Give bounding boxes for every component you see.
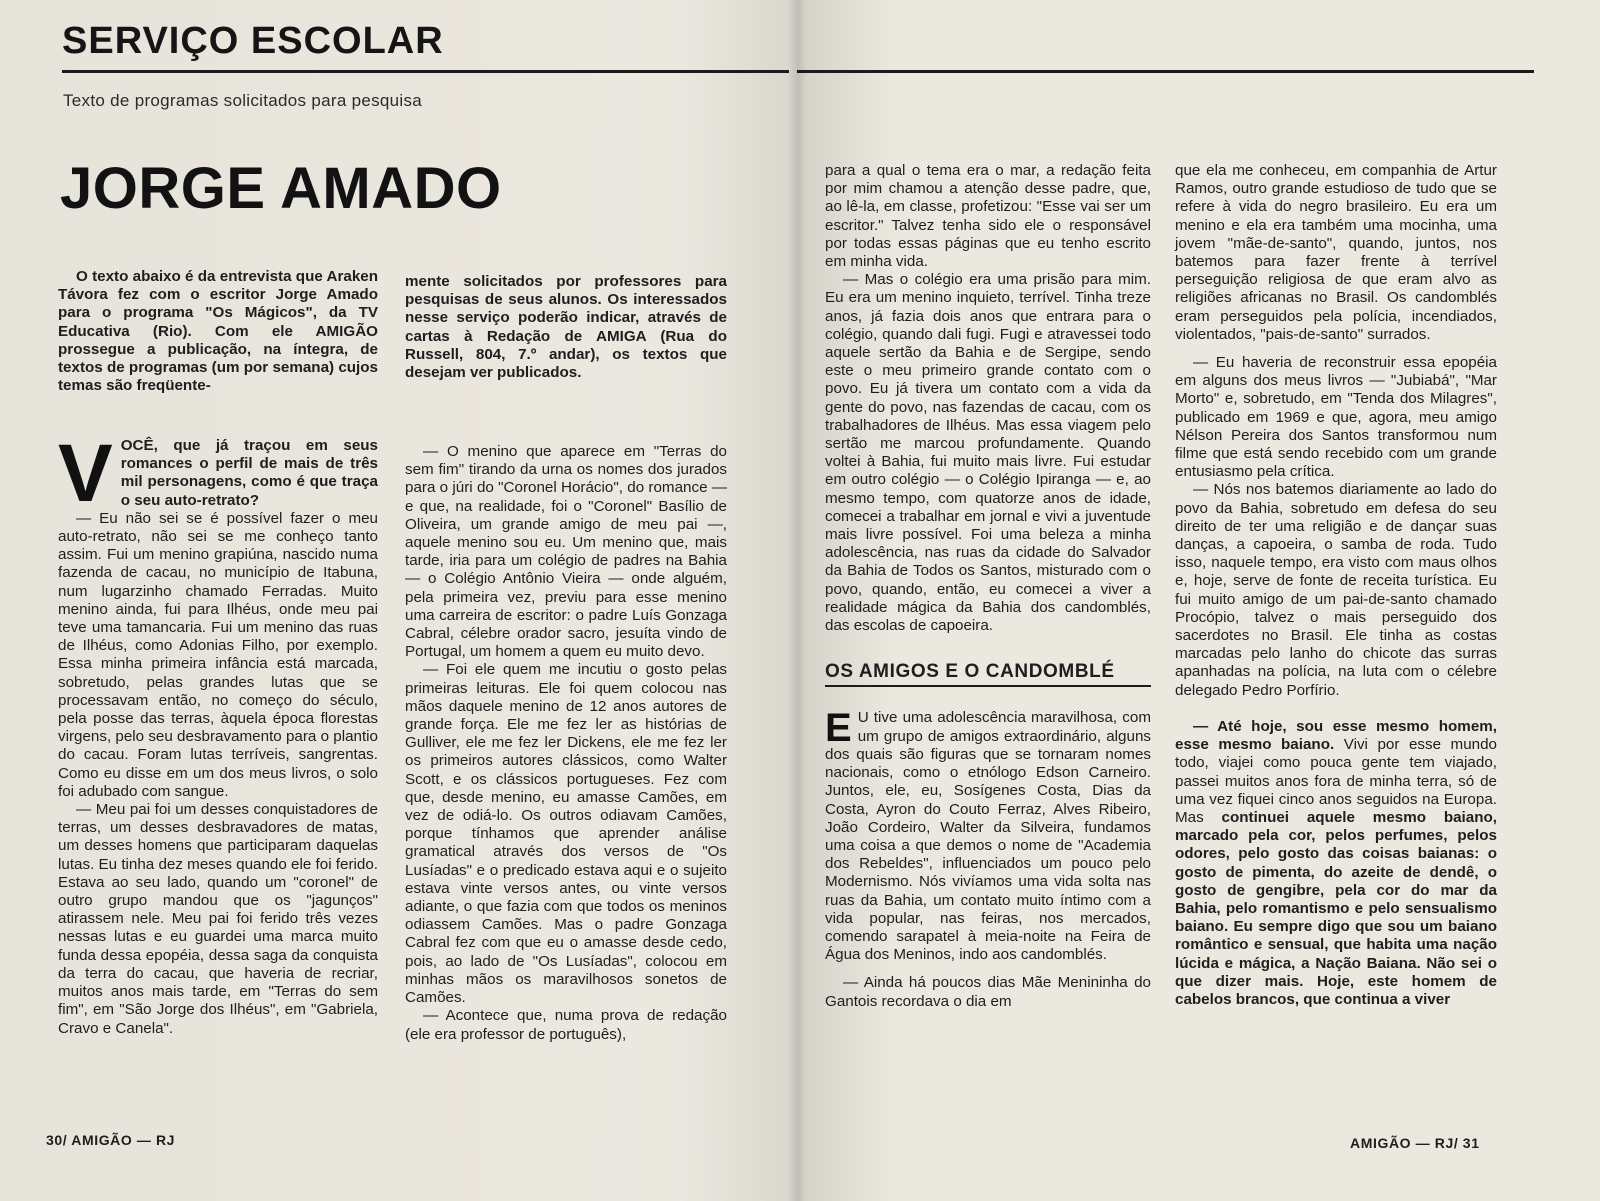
page-gutter	[788, 0, 806, 1201]
col2-paragraph-1: — O menino que aparece em "Terras do sem fim" tirando da urna os nomes dos jurados para o júri do "Coronel Horácio", do romance — e que, na realidade, foi o "Coronel" Basílio de Oliveira, um grande amigo de meu pai —, aquele menino sou eu. Um menino que, mais tarde, iria para um colégio de padres na Bahia — o Colégio Antônio Vieira — onde alguém, pela primeira vez, previu para esse menino uma carreira de escritor: o padre Luís Gonzaga Cabral, célebre orador sacro, jesuíta vindo de Portugal, um homem a quem eu muito devo.	[405, 443, 727, 661]
candomble-section	[825, 706, 1151, 1010]
drop-cap-e: E	[825, 706, 852, 751]
col4-paragraph-3: — Nós nos batemos diariamente ao lado do povo da Bahia, sobretudo em defesa do seu direito de ter uma religião e de dançar suas danças, a capoeira, o samba de roda. Tudo isso, naquele tempo, era visto com maus olhos e, hoje, serve de fonte de receita turística. Eu fui muito amigo de um pai-de-santo chamado Procópio, talvez o mais perseguido dos sacerdotes no Brasil. Ele tinha as costas marcadas pelo lanho do chicote das surras apanhadas na polícia, na luta com o célebre delegado Pedro Porfírio.	[1175, 481, 1497, 699]
intro-text-part1: O texto abaixo é da entrevista que Araken Távora fez com o escritor Jorge Amado para o programa "Os Mágicos", da TV Educativa (Rio). Com ele AMIGÃO prossegue a publicação, na íntegra, de textos de programas (um por semana) cujos temas são freqüente-	[58, 268, 378, 395]
article-column-1	[58, 428, 378, 1038]
article-column-2	[405, 443, 727, 1044]
col1-paragraph-1: — Eu não sei se é possível fazer o meu auto-retrato, não sei se me conheço tanto assim. Fui um menino grapiúna, nascido numa fazenda de cacau, no município de Itabuna, num lugarzinho chamado Ferradas. Muito menino ainda, fui para Ilhéus, onde meu pai teve uma tamancaria. Fui um menino das ruas de Ilhéus, como Adonias Filho, por exemplo. Essa minha primeira infância está marcada, sobretudo, pelas grandes lutas que se processavam então, no começo do século, pela posse das terras, àquela época florestas virgens, pelo seu desbravamento para o plantio do cacau. Foram lutas terríveis, sangrentas. Como eu disse em um dos meus livros, o solo foi adubado com sangue.	[58, 509, 378, 800]
header-rule-right	[797, 70, 1534, 73]
subhead-amigos-candomble: OS AMIGOS E O CANDOMBLÉ	[825, 663, 1151, 687]
col2-paragraph-3: — Acontece que, numa prova de redação (ele era professor de português),	[405, 1007, 727, 1043]
col4-paragraph-1: que ela me conheceu, em companhia de Artur Ramos, outro grande estudioso de tudo que se refere à vida do negro brasileiro. Eu era um menino e ela era também uma mocinha, uma jovem "mãe-de-santo", quando, juntos, nos batemos para fazer frente à terrível perseguição religiosa de que eram alvo as religiões africanas no Brasil. Os candomblés eram perseguidos pela polícia, incendiados, violentados, "pais-de-santo" surrados.	[1175, 162, 1497, 343]
col2-paragraph-2: — Foi ele quem me incutiu o gosto pelas primeiras leituras. Ele foi quem colocou nas mãos daquele menino de 12 anos autores de grande força. Ele me fez ler as histórias de Gulliver, ele me fez ler Dickens, ele me fez ler os primeiros autores clássicos, como Walter Scott, e os clássicos portugueses. Fez com que, desde menino, eu amasse Camões, em vez de odiá-lo. Os outros odiavam Camões, porque tínhamos que aprender análise gramatical através dos versos de "Os Lusíadas" e o predicado estava aqui e o sujeito estava vinte versos antes, ou vinte versos adiante, o que fazia com que todos os meninos odiassem Camões. Mas o padre Gonzaga Cabral fez com que eu o amasse desde cedo, pois, ao lado de "Os Lusíadas", colocou em minhas mãos os maravilhosos sonetos de Camões.	[405, 661, 727, 1007]
col4-paragraph-2: — Eu haveria de reconstruir essa epopéia em alguns dos meus livros — "Jubiabá", "Mar Morto" e, sobretudo, em "Tenda dos Milagres", publicado em 1969 e que, agora, meu amigo Nélson Pereira dos Santos transformou num filme que está sendo recebido com um grande entusiasmo pela crítica.	[1175, 354, 1497, 481]
article-column-4	[1175, 162, 1497, 1009]
col3-paragraph-1: para a qual o tema era o mar, a redação feita por mim chamou a atenção desse padre, que, ao lê-la, em classe, profetizou: "Esse vai ser um escritor." Talvez tenha sido ele o responsável por todas essas páginas que eu tenho escrito em minha vida.	[825, 162, 1151, 271]
drop-cap-v: V	[58, 428, 113, 519]
final-bold-text: continuei aquele mesmo baiano, marcado pela cor, pelos perfumes, pelos odores, pelo gosto das coisas baianas: o gosto de pimenta, do azeite de dendê, o gosto de gengibre, pela cor do mar da Bahia, pelo romantismo e pelo sensualismo baiano. Eu sempre digo que sou um baiano romântico e sensual, que habita uma nação lúcida e mágica, a Nação Baiana. Não sei o que dizer mais. Hoje, este homem de cabelos brancos, que continua a viver	[1175, 808, 1497, 1008]
col4-final-paragraph	[1175, 718, 1497, 1009]
left-page	[0, 0, 797, 1201]
final-bold-lead: — Até hoje, sou esse mesmo homem, esse mesmo baiano.	[1175, 717, 1497, 754]
article-headline: JORGE AMADO	[60, 156, 502, 221]
col3-paragraph-2: — Mas o colégio era uma prisão para mim. Eu era um menino inquieto, terrível. Tinha treze anos, já fazia dois anos que entrara para o colégio, quando dali fugi. Fugi e atravessei todo aquele sertão da Bahia e de Sergipe, sendo este o meu primeiro grande contato com o povo. Eu já tivera um contato com a vida da gente do povo, nas fazendas de cacau, com os trabalhadores de Ilhéus. Mas essa viagem pelo sertão me marcou profundamente. Quando voltei à Bahia, fui muito mais livre. Fui estudar em outro colégio — o Colégio Ipiranga — e, ao mesmo tempo, com quatorze anos de idade, comecei a trabalhar em jornal e vivi a juventude mais livre possível. Foi uma beleza a minha adolescência, nas ruas da cidade do Salvador da Bahia de Todos os Santos, misturado com o povo, quando, então, eu comecei a viver a realidade mágica da Bahia dos candomblés, das escolas de capoeira.	[825, 271, 1151, 635]
interview-question: OCÊ, que já traçou em seus romances o perfil de mais de três mil personagens, como é que traça o seu auto-retrato?	[120, 437, 378, 509]
intro-column-2	[405, 273, 727, 382]
section-title: SERVIÇO ESCOLAR	[62, 20, 444, 62]
section-subtitle: Texto de programas solicitados para pesquisa	[63, 91, 423, 110]
col3b-paragraph-1: U tive uma adolescência maravilhosa, com um grupo de amigos extraordinário, alguns dos quais são figuras que se tornaram nomes nacionais, como o etnólogo Edson Carneiro. Juntos, ele, eu, Sosígenes Costa, Dias da Costa, Ayron do Couto Ferraz, Alves Ribeiro, João Cordeiro, Walter da Silveira, fundamos uma coisa a que demos o nome de "Academia dos Rebeldes", influenciados um pouco pelo Modernismo. Nós vivíamos uma vida solta nas ruas da Bahia, um contato muito íntimo com a vida popular, nas feiras, nos mercados, comendo sarapatel à meia-noite na Feira de Água dos Meninos, indo aos candomblés.	[825, 709, 1151, 964]
header-rule-left	[62, 70, 789, 73]
right-page	[797, 0, 1600, 1201]
intro-text-part2: mente solicitados por professores para pesquisas de seus alunos. Os interessados nesse serviço poderão indicar, através de cartas à Redação de AMIGA (Rua do Russell, 804, 7.º andar), os textos que desejam ver publicados.	[405, 273, 727, 382]
col3b-paragraph-2: — Ainda há poucos dias Mãe Menininha do Gantois recordava o dia em	[825, 974, 1151, 1010]
right-page-folio: AMIGÃO — RJ/ 31	[1350, 1135, 1480, 1151]
left-page-folio: 30/ AMIGÃO — RJ	[46, 1132, 176, 1148]
intro-column-1	[58, 268, 378, 395]
col1-paragraph-2: — Meu pai foi um desses conquistadores de terras, um desses desbravadores de matas, um desses homens que participaram daquelas lutas. Eu tinha dez meses quando ele foi ferido. Estava ao seu lado, quando um "coronel" de outro grupo mandou que os "jagunços" atirassem nele. Meu pai foi ferido três vezes nessas lutas e eu guardei uma marca muito funda dessa epopéia, dessa saga da conquista da terra do cacau, que haveria de recriar, muitos anos mais tarde, em "Terras do sem fim", em "São Jorge dos Ilhéus", em "Gabriela, Cravo e Canela".	[58, 801, 378, 1037]
final-normal-text: Vivi por esse mundo todo, viajei como pouca gente tem viajado, passei muitos anos fora de minha terra, só de uma vez fiquei cinco anos seguidos na Europa. Mas	[1175, 736, 1497, 826]
article-column-3	[825, 162, 1151, 1011]
